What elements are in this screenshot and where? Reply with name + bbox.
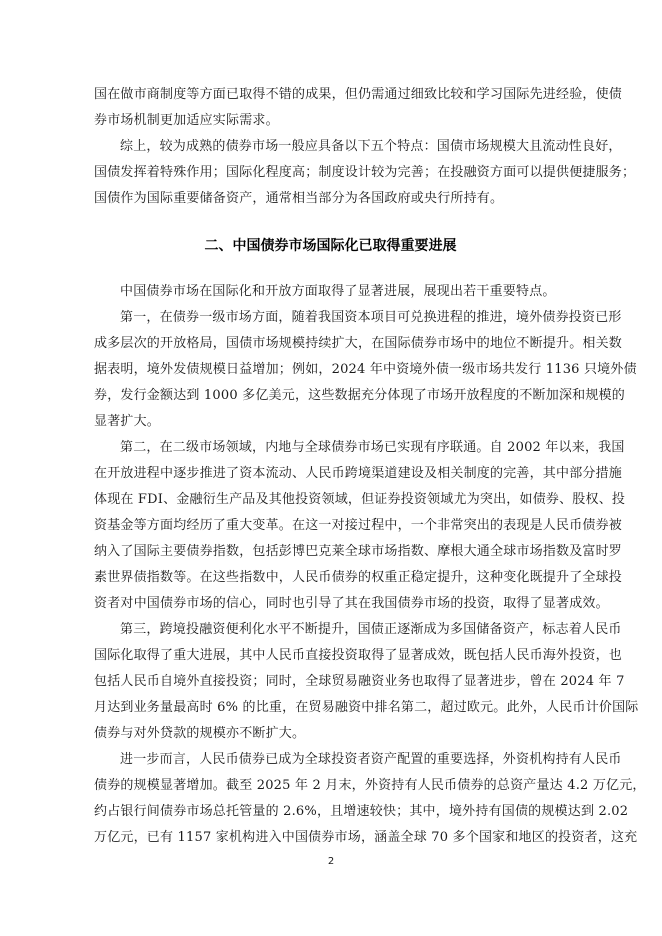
paragraph-4: [94, 305, 637, 435]
text-line: 月达到业务量最高时 6% 的比重，在贸易融资中排名第二，超过欧元。此外，人民币计价国际: [94, 700, 639, 715]
text-line: 资者对中国债券市场的信心，同时也引导了其在我国债券市场的投资，取得了显著成效。: [94, 596, 609, 611]
text-line: 中国债券市场在国际化和开放方面取得了显著进展，展现出若干重要特点。: [120, 284, 556, 299]
text-line: 资基金等方面均经历了重大变革。在这一对接过程中，一个非常突出的表现是人民币债券被: [94, 518, 623, 533]
section-heading: 二、中国债券市场国际化已取得重要进展: [204, 238, 457, 254]
text-line: 国在做市商制度等方面已取得不错的成果，但仍需通过细致比较和学习国际先进经验，使债: [94, 87, 623, 102]
text-line: 第一，在债券一级市场方面，随着我国资本项目可兑换进程的推进，境外债券投资已形: [120, 310, 622, 325]
page-number: 2: [327, 856, 335, 867]
text-line: 债券与对外贷款的规模亦不断扩大。: [94, 726, 306, 741]
paragraph-1: [94, 82, 623, 134]
text-line: 约占银行间债券市场总托管量的 2.6%，且增速较快；其中，境外持有国债的规模达到 2.02: [94, 804, 629, 819]
paragraph-3: [94, 279, 567, 305]
paragraph-7: [94, 747, 646, 851]
text-line: 万亿元，已有 1157 家机构进入中国债券市场，涵盖全球 70 多个国家和地区的投资者，这充: [94, 830, 638, 845]
text-line: 第二，在二级市场领域，内地与全球债券市场已实现有序联通。自 2002 年以来，我国: [120, 440, 625, 455]
text-line: 成多层次的开放格局，国债市场规模持续扩大，在国际债券市场中的地位不断提升。相关数: [94, 336, 623, 351]
text-line: 国际化取得了重大进展，其中人民币直接投资取得了显著成效，既包括人民币海外投资，也: [94, 648, 623, 663]
text-line: 纳入了国际主要债券指数，包括彭博巴克莱全球市场指数、摩根大通全球市场指数及富时罗: [94, 544, 623, 559]
text-line: 包括人民币自境外直接投资；同时，全球贸易融资业务也取得了显著进步，曾在 2024 年 7: [94, 674, 625, 689]
text-line: 债券的规模显著增加。截至 2025 年 2 月末，外资持有人民币债券的总资产量达 4.2 万亿元，: [94, 778, 646, 793]
text-line: 综上，较为成熟的债券市场一般应具备以下五个特点：国债市场规模大且流动性良好，: [120, 139, 622, 154]
text-line: 据表明，境外发债规模日益增加；例如，2024 年中资境外债一级市场共发行 1136 只境外债: [94, 362, 637, 377]
text-line: 进一步而言，人民币债券已成为全球投资者资产配置的重要选择，外资机构持有人民币: [120, 752, 622, 767]
text-line: 国债作为国际重要储备资产，通常相当部分为各国政府或央行所持有。: [94, 191, 504, 206]
text-line: 券市场机制更加适应实际需求。: [94, 113, 279, 128]
text-line: 国债发挥着特殊作用；国际化程度高；制度设计较为完善；在投融资方面可以提供便捷服务；: [94, 165, 636, 180]
paragraph-6: [94, 617, 639, 747]
text-line: 素世界债指数等。在这些指数中，人民币债券的权重正稳定提升，这种变化既提升了全球投: [94, 570, 623, 585]
text-line: 第三，跨境投融资便利化水平不断提升，国债正逐渐成为多国储备资产，标志着人民币: [120, 622, 622, 637]
text-line: 显著扩大。: [94, 414, 161, 429]
text-line: 券，发行金额达到 1000 多亿美元，这些数据充分体现了市场开放程度的不断加深和规模的: [94, 388, 625, 403]
document-body: [94, 82, 646, 851]
text-line: 在开放进程中逐步推进了资本流动、人民币跨境渠道建设及相关制度的完善，其中部分措施: [94, 466, 623, 481]
paragraph-2: [94, 134, 636, 212]
paragraph-5: [94, 435, 626, 617]
text-line: 体现在 FDI、金融衍生产品及其他投资领域，但证券投资领域尤为突出，如债券、股权、投: [94, 492, 626, 507]
